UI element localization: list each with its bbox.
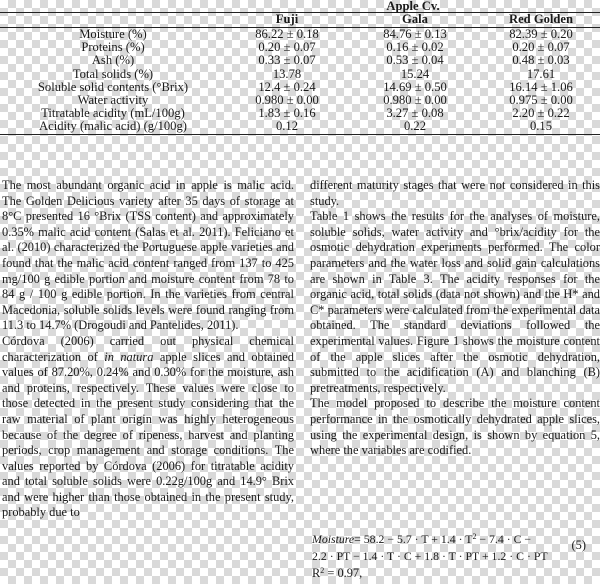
equation-lhs: Moisture <box>312 532 355 546</box>
table-cell: 0.975 ± 0.00 <box>509 93 573 108</box>
r2-value: = 0.97, <box>324 566 363 580</box>
row-label: Moisture (%) <box>79 27 147 41</box>
column-header-fuji: Fuji <box>226 13 348 28</box>
equation-exponent: 2 <box>472 532 477 541</box>
table-cell: 12.4 ± 0.24 <box>258 79 316 94</box>
table-cell: 15.24 <box>400 66 430 81</box>
row-label: Soluble solid contents (°Brix) <box>37 79 189 94</box>
row-label: Total solids (%) <box>72 66 154 81</box>
right-text-column <box>310 178 600 459</box>
column-header-gala: Gala <box>348 13 482 28</box>
table-cell: 1.83 ± 0.16 <box>258 106 316 121</box>
paragraph-continuation: different maturity stages that were not considered in this study. <box>310 178 600 208</box>
table-cell: 2.20 ± 0.22 <box>512 106 570 121</box>
table-cell: 84.76 ± 0.13 <box>383 27 447 41</box>
equation-line-1 <box>312 531 600 552</box>
table-cell: 13.78 <box>272 66 302 81</box>
table-row <box>0 54 600 67</box>
equation-number: (5) <box>571 538 586 552</box>
r2-label: R <box>312 566 321 580</box>
table-cell: 3.27 ± 0.08 <box>386 106 444 121</box>
paragraph-table1: Table 1 shows the results for the analyses of moisture, soluble solids, water activity and °brix/acidity for the osmotic dehydration experiments performed. The color parameters and the water loss and solid gain calculations are shown in Table 3. The acidity responses for the organic acid, total solids (data not shown) and the H* and C* parameters were calculated from the experimental data obtained. The standard deviations followed the experimental values. Figure 1 shows the moisture content of the apple slices after the osmotic dehydration, submitted to the acidification (A) and blanching (B) pretreatments, respectively. <box>310 209 600 395</box>
table-cell: 0.33 ± 0.07 <box>258 53 316 68</box>
table-cell: 17.61 <box>526 66 556 81</box>
table-cell: 0.20 ± 0.07 <box>258 40 316 55</box>
table-cell: 0.48 ± 0.03 <box>512 53 570 68</box>
table-cell: 0.16 ± 0.02 <box>386 40 444 55</box>
results-table <box>0 0 600 135</box>
table-cell: 0.980 ± 0.00 <box>255 93 319 108</box>
row-label: Titratable acidity (mL/100g) <box>41 106 185 121</box>
table-cell: 0.980 ± 0.00 <box>383 93 447 108</box>
row-label: Water activity <box>77 93 149 108</box>
paragraph-model: The model proposed to describe the moisture content performance in the osmotically dehydrated apple slices, using the experimental design, is shown by equation 5, where the variables are codified. <box>310 396 600 458</box>
row-label: Proteins (%) <box>81 40 145 55</box>
table-row <box>0 120 600 134</box>
table-cell: 0.22 <box>348 120 482 134</box>
paragraph-malic-acid: The most abundant organic acid in apple is malic acid. The Golden Delicious variety after 35 days of storage at 8°C presented 16 °Brix (TSS content) and approximately 0.35% malic acid content (Salas et al. 2011). Feliciano et al. (2010) characterized the Portuguese apple varieties and found that the malic acid content ranged from 137 to 425 mg/100 g edible portion and moisture content from 78 to 84 g / 100 g edible portion. In the varieties from central Macedonia, soluble solids levels were found ranging from 11.3 to 14.7% (Drogoudi and Pantelides, 2011). <box>2 178 294 333</box>
table-corner <box>0 0 226 13</box>
paragraph-text: apple slices and obtained values of 87.20%, 0.24% and 0.30% for the moisture, ash and proteins, respectively. These values were close to those detected in the present study considering that the raw material of plant origin was highly heterogeneous because of the degree of ripeness, harvest and planting periods, crop management and storage conditions. The values reported by Córdova (2006) for titratable acidity and total soluble solids were 0.22g/100g and 14.9° Brix and were higher than those obtained in the present study, probably due to <box>2 349 295 520</box>
table-cell: 82.39 ± 0.20 <box>509 27 573 41</box>
equation-terms: = 58.2 − 5.7 · T + 1.4 · T <box>354 532 473 546</box>
r2-exponent: 2 <box>320 566 325 575</box>
table-cell: 86.22 ± 0.18 <box>255 27 319 41</box>
row-label: Ash (%) <box>91 53 135 68</box>
equation-line-2: 2.2 · PT − 1.4 · T · C + 1.8 · T · PT + 1.2 · C · PT <box>312 549 548 563</box>
table-cell: 0.15 <box>482 120 600 134</box>
table-row <box>0 28 600 42</box>
left-text-column <box>2 178 294 521</box>
column-header-red-golden: Red Golden <box>482 13 600 28</box>
equation-5 <box>312 531 600 582</box>
table-cell: 16.14 ± 1.06 <box>509 79 573 94</box>
table-cell: 0.20 ± 0.07 <box>512 40 570 55</box>
paragraph-text: Córdova (2006) carried out physical chemical characterization of <box>2 333 294 364</box>
table-cell: 14.69 ± 0.50 <box>383 79 447 94</box>
table-group-header: Apple Cv. <box>226 0 600 13</box>
paragraph-cordova <box>2 334 294 521</box>
table-cell: 0.53 ± 0.04 <box>386 53 444 68</box>
italic-term: in natura <box>104 349 154 364</box>
table-header-blank <box>0 13 226 28</box>
equation-terms-tail: − 7.4 · C − <box>476 532 532 546</box>
row-label: Acidity (malic acid) (g/100g) <box>0 120 226 134</box>
table-cell: 0.12 <box>226 120 348 134</box>
table-row <box>0 68 600 81</box>
r-squared <box>312 565 600 582</box>
